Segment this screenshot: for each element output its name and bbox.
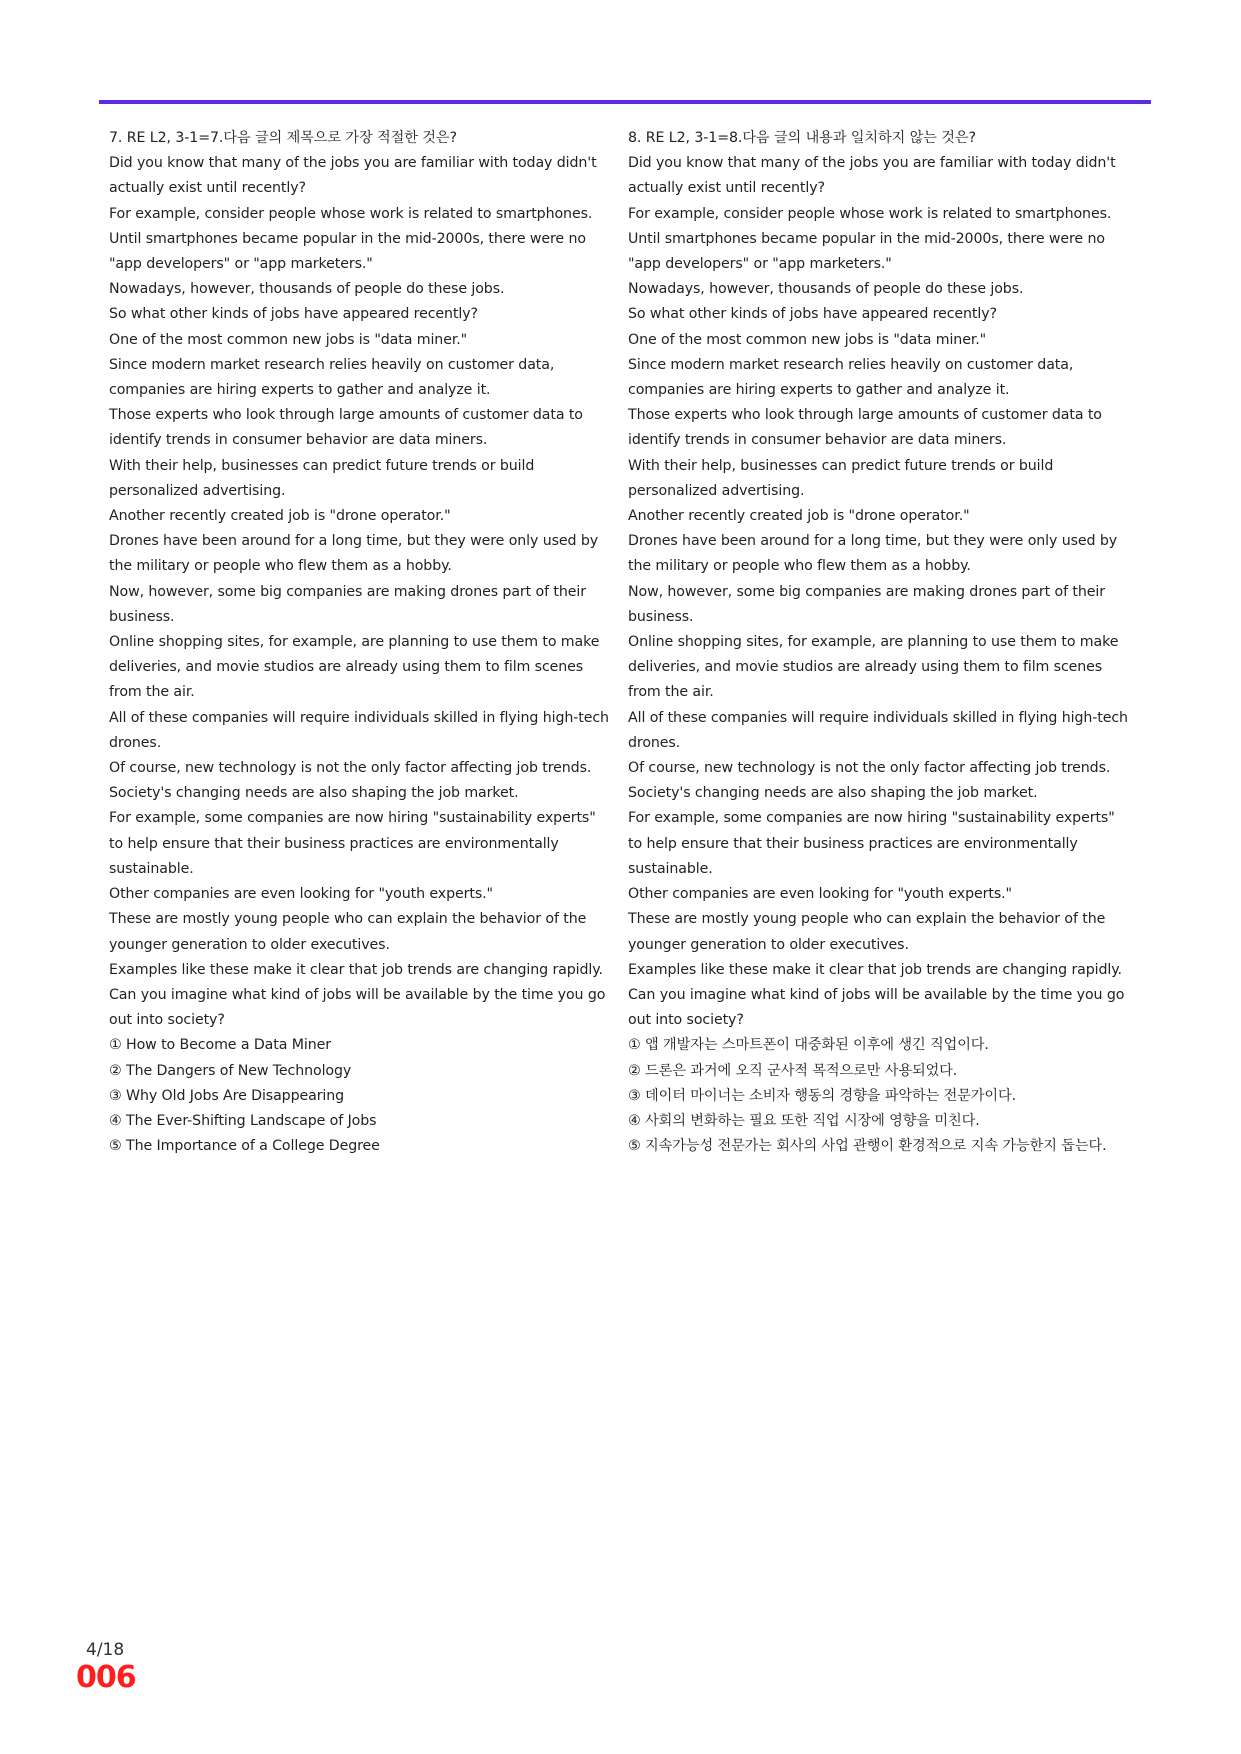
passage-sentence: Now, however, some big companies are making drones part of their business. xyxy=(109,583,586,625)
passage-sentence: Nowadays, however, thousands of people do these jobs. xyxy=(109,281,505,298)
passage-sentence: For example, some companies are now hiring "sustainability experts" to help ensure that their business practices are environmentally sustainable. xyxy=(109,810,596,877)
passage-sentence: Drones have been around for a long time, but they were only used by the military or people who flew them as a hobby. xyxy=(109,533,599,575)
answer-option[interactable]: ④ 사회의 변화하는 필요 또한 직업 시장에 영향을 미친다. xyxy=(628,1112,980,1129)
passage-sentence: These are mostly young people who can explain the behavior of the younger generation to older executives. xyxy=(109,911,587,953)
passage-sentence: Society's changing needs are also shaping the job market. xyxy=(109,785,519,802)
answer-option[interactable]: ② 드론은 과거에 오직 군사적 목적으로만 사용되었다. xyxy=(628,1062,958,1079)
passage-sentence: One of the most common new jobs is "data miner." xyxy=(109,331,468,348)
passage-sentence: Other companies are even looking for "youth experts." xyxy=(109,886,493,903)
question-8 xyxy=(628,126,1133,1159)
page-code: 006 xyxy=(76,1660,136,1695)
passage-sentence: Nowadays, however, thousands of people do these jobs. xyxy=(628,281,1024,298)
passage-sentence: Examples like these make it clear that job trends are changing rapidly. xyxy=(628,961,1122,978)
passage-sentence: Online shopping sites, for example, are planning to use them to make deliveries, and movie studios are already using them to film scenes from the air. xyxy=(109,634,600,701)
answer-options xyxy=(628,1033,1133,1159)
top-divider xyxy=(99,100,1151,104)
page-number: 4/18 xyxy=(86,1640,125,1660)
passage-sentence: Since modern market research relies heavily on customer data, companies are hiring experts to gather and analyze it. xyxy=(628,356,1074,399)
passage-sentence: For example, consider people whose work is related to smartphones. xyxy=(628,205,1112,222)
answer-option[interactable]: ④ The Ever-Shifting Landscape of Jobs xyxy=(109,1112,377,1129)
passage-sentence: Drones have been around for a long time, but they were only used by the military or people who flew them as a hobby. xyxy=(628,533,1118,575)
answer-option[interactable]: ⑤ The Importance of a College Degree xyxy=(109,1138,380,1155)
passage-sentence: Other companies are even looking for "youth experts." xyxy=(628,886,1012,903)
passage-sentence: With their help, businesses can predict future trends or build personalized advertising. xyxy=(628,457,1054,499)
answer-options xyxy=(109,1033,614,1159)
passage-sentence: These are mostly young people who can explain the behavior of the younger generation to older executives. xyxy=(628,911,1106,953)
passage-sentence: Society's changing needs are also shaping the job market. xyxy=(628,785,1038,802)
passage-sentence: Online shopping sites, for example, are planning to use them to make deliveries, and movie studios are already using them to film scenes from the air. xyxy=(628,634,1119,701)
passage xyxy=(628,151,1133,1033)
passage-sentence: So what other kinds of jobs have appeared recently? xyxy=(628,306,997,323)
passage-sentence: Of course, new technology is not the only factor affecting job trends. xyxy=(628,760,1111,777)
answer-option[interactable]: ⑤ 지속가능성 전문가는 회사의 사업 관행이 환경적으로 지속 가능한지 돕는다. xyxy=(628,1138,1107,1155)
answer-option[interactable]: ③ Why Old Jobs Are Disappearing xyxy=(109,1087,345,1104)
passage-sentence: Can you imagine what kind of jobs will be available by the time you go out into society? xyxy=(109,986,606,1029)
passage-sentence: All of these companies will require individuals skilled in flying high-tech drones. xyxy=(109,709,609,751)
answer-option[interactable]: ① 앱 개발자는 스마트폰이 대중화된 이후에 생긴 직업이다. xyxy=(628,1037,989,1054)
passage-sentence: Since modern market research relies heavily on customer data, companies are hiring experts to gather and analyze it. xyxy=(109,356,555,399)
answer-option[interactable]: ① How to Become a Data Miner xyxy=(109,1037,331,1054)
passage-sentence: Examples like these make it clear that job trends are changing rapidly. xyxy=(109,961,603,978)
passage-sentence: With their help, businesses can predict future trends or build personalized advertising. xyxy=(109,457,535,499)
passage-sentence: Until smartphones became popular in the mid-2000s, there were no "app developers" or "app marketers." xyxy=(628,230,1105,273)
passage-sentence: Those experts who look through large amounts of customer data to identify trends in consumer behavior are data miners. xyxy=(628,407,1102,449)
passage-sentence: For example, consider people whose work is related to smartphones. xyxy=(109,205,593,222)
passage-sentence: Another recently created job is "drone operator." xyxy=(109,508,451,525)
passage-sentence: Another recently created job is "drone operator." xyxy=(628,508,970,525)
passage-sentence: Did you know that many of the jobs you are familiar with today didn't actually exist until recently? xyxy=(628,155,1116,197)
passage-sentence: All of these companies will require individuals skilled in flying high-tech drones. xyxy=(628,709,1128,751)
passage-sentence: For example, some companies are now hiring "sustainability experts" to help ensure that their business practices are environmentally sustainable. xyxy=(628,810,1115,877)
question-title: 7. RE L2, 3-1=7.다음 글의 제목으로 가장 적절한 것은? xyxy=(109,130,457,146)
passage-sentence: Those experts who look through large amounts of customer data to identify trends in consumer behavior are data miners. xyxy=(109,407,583,449)
passage-sentence: Did you know that many of the jobs you are familiar with today didn't actually exist until recently? xyxy=(109,155,597,197)
passage-sentence: Now, however, some big companies are making drones part of their business. xyxy=(628,583,1105,625)
answer-option[interactable]: ③ 데이터 마이너는 소비자 행동의 경향을 파악하는 전문가이다. xyxy=(628,1087,1017,1104)
passage-sentence: Can you imagine what kind of jobs will be available by the time you go out into society? xyxy=(628,986,1125,1029)
passage xyxy=(109,151,614,1033)
question-title: 8. RE L2, 3-1=8.다음 글의 내용과 일치하지 않는 것은? xyxy=(628,130,976,146)
passage-sentence: One of the most common new jobs is "data miner." xyxy=(628,331,987,348)
passage-sentence: Until smartphones became popular in the mid-2000s, there were no "app developers" or "app marketers." xyxy=(109,230,586,273)
answer-option[interactable]: ② The Dangers of New Technology xyxy=(109,1062,352,1079)
passage-sentence: So what other kinds of jobs have appeared recently? xyxy=(109,306,478,323)
passage-sentence: Of course, new technology is not the only factor affecting job trends. xyxy=(109,760,592,777)
question-7 xyxy=(109,126,614,1159)
